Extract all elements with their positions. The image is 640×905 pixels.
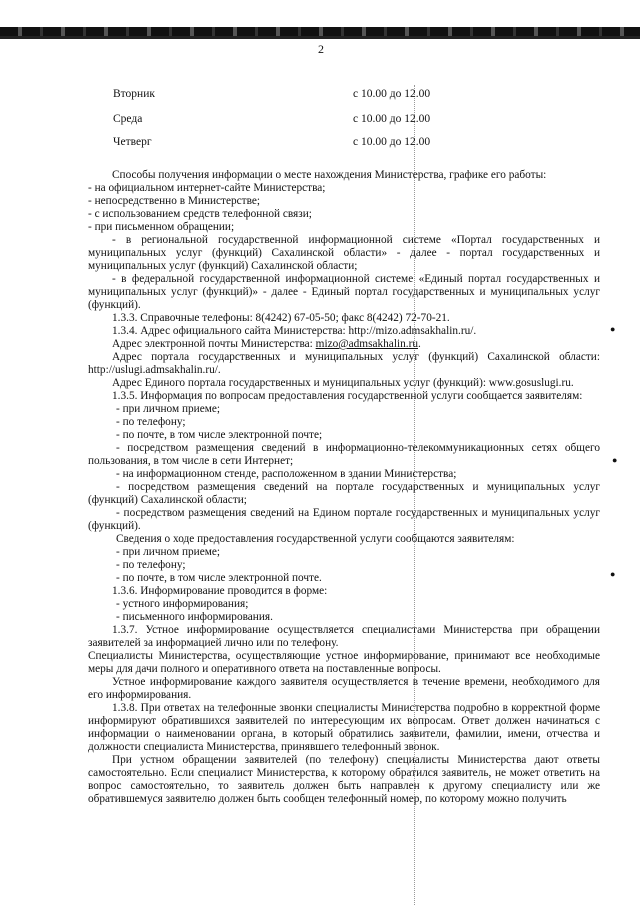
info-item: - при личном приеме; bbox=[116, 403, 221, 415]
site-paragraph: 1.3.4. Адрес официального сайта Министерства: http://mizo.admsakhalin.ru/. bbox=[112, 325, 477, 337]
info-paragraph: 1.3.5. Информация по вопросам предоставления государственной услуги сообщается заявителям: bbox=[112, 390, 583, 402]
scan-mark: ● bbox=[612, 455, 618, 465]
phone-answer-paragraph: 1.3.8. При ответах на телефонные звонки специалисты Министерства подробно в корректной форме информируют обратившихся заявителей по интересующим их вопросам. Ответ должен начинаться с информации о наименовании органа, в который обратились заявители, фамилии, имени, отчества и должности специалиста Министерства, принявшего телефонный звонок. bbox=[88, 702, 600, 753]
oral-time-paragraph: Устное информирование каждого заявителя осуществляется в течение времени, необходимого для его информирования. bbox=[88, 676, 600, 701]
schedule-time: с 10.00 до 12.00 bbox=[353, 136, 431, 148]
info-item: - на информационном стенде, расположенном в здании Министерства; bbox=[116, 468, 457, 480]
methods-item: - непосредственно в Министерстве; bbox=[88, 195, 261, 207]
scan-header-line bbox=[0, 36, 640, 39]
progress-item: - по телефону; bbox=[116, 559, 186, 571]
schedule-day: Среда bbox=[113, 113, 143, 125]
federal-portal-paragraph: Адрес Единого портала государственных и муниципальных услуг (функций): www.gosuslugi.ru. bbox=[112, 377, 574, 389]
methods-item: - в федеральной государственной информационной системе «Единый портал государственных и муниципальных услуг (функций)» - далее - Единый портал государственных и муниципальных услуг (функций). bbox=[88, 273, 600, 311]
progress-item: - при личном приеме; bbox=[116, 546, 221, 558]
scan-mark: ● bbox=[610, 324, 616, 334]
scan-mark: ● bbox=[610, 569, 616, 579]
progress-intro: Сведения о ходе предоставления государственной услуги сообщаются заявителям: bbox=[116, 533, 515, 545]
info-item: - по почте, в том числе электронной почте; bbox=[116, 429, 323, 441]
form-item: - устного информирования; bbox=[116, 598, 249, 610]
phones-paragraph: 1.3.3. Справочные телефоны: 8(4242) 67-05-50; факс 8(4242) 72-70-21. bbox=[112, 312, 450, 324]
regional-portal-paragraph: Адрес портала государственных и муниципальных услуг (функций) Сахалинской области: http://uslugi.admsakhalin.ru/. bbox=[88, 351, 600, 376]
info-item: - посредством размещения сведений в информационно-телекоммуникационных сетях общего пользования, в том числе в сети Интернет; bbox=[88, 442, 600, 467]
schedule-row bbox=[113, 136, 431, 148]
methods-item: - на официальном интернет-сайте Министерства; bbox=[88, 182, 326, 194]
oral-paragraph: 1.3.7. Устное информирование осуществляется специалистами Министерства при обращении заявителей за информацией лично или по телефону. bbox=[88, 624, 600, 649]
methods-intro: Способы получения информации о месте нахождения Министерства, графике его работы: bbox=[112, 169, 547, 181]
methods-item: - при письменном обращении; bbox=[88, 221, 235, 233]
methods-item: - с использованием средств телефонной связи; bbox=[88, 208, 312, 220]
schedule-row bbox=[113, 113, 431, 125]
schedule-day: Вторник bbox=[113, 88, 155, 100]
schedule-time: с 10.00 до 12.00 bbox=[353, 113, 431, 125]
email-paragraph bbox=[88, 338, 600, 351]
progress-item: - по почте, в том числе электронной почте. bbox=[116, 572, 322, 584]
schedule-time: с 10.00 до 12.00 bbox=[353, 88, 431, 100]
oral-request-paragraph: При устном обращении заявителей (по телефону) специалисты Министерства дают ответы самостоятельно. Если специалист Министерства, к которому обратился заявитель, не может ответить на вопрос самостоятельно, то заявитель должен быть направлен к другому специалисту или же обратившемуся заявителю должен быть сообщен телефонный номер, по которому можно получить bbox=[88, 754, 600, 805]
email-label: Адрес электронной почты Министерства: bbox=[112, 338, 316, 350]
schedule-day: Четверг bbox=[113, 136, 152, 148]
email-end: . bbox=[417, 338, 421, 350]
oral-specialists-paragraph: Специалисты Министерства, осуществляющие устное информирование, принимают все необходимые меры для дачи полного и оперативного ответа на поставленные вопросы. bbox=[88, 650, 600, 675]
info-item: - посредством размещения сведений на Едином портале государственных и муниципальных услуг (функций). bbox=[88, 507, 600, 532]
form-item: - письменного информирования. bbox=[116, 611, 273, 623]
email-link[interactable]: mizo@admsakhalin.ru bbox=[315, 338, 418, 350]
page-number: 2 bbox=[318, 42, 324, 56]
schedule-row bbox=[113, 88, 431, 100]
info-item: - посредством размещения сведений на портале государственных и муниципальных услуг (функций) Сахалинской области; bbox=[88, 481, 600, 506]
scan-header-bar bbox=[0, 27, 640, 36]
methods-item: - в региональной государственной информационной системе «Портал государственных и муниципальных услуг (функций) Сахалинской области» - далее - портал государственных и муниципальных услуг (функций) Сахалинской области; bbox=[88, 234, 600, 272]
form-paragraph: 1.3.6. Информирование проводится в форме: bbox=[112, 585, 328, 597]
document-body bbox=[88, 169, 600, 806]
info-item: - по телефону; bbox=[116, 416, 186, 428]
